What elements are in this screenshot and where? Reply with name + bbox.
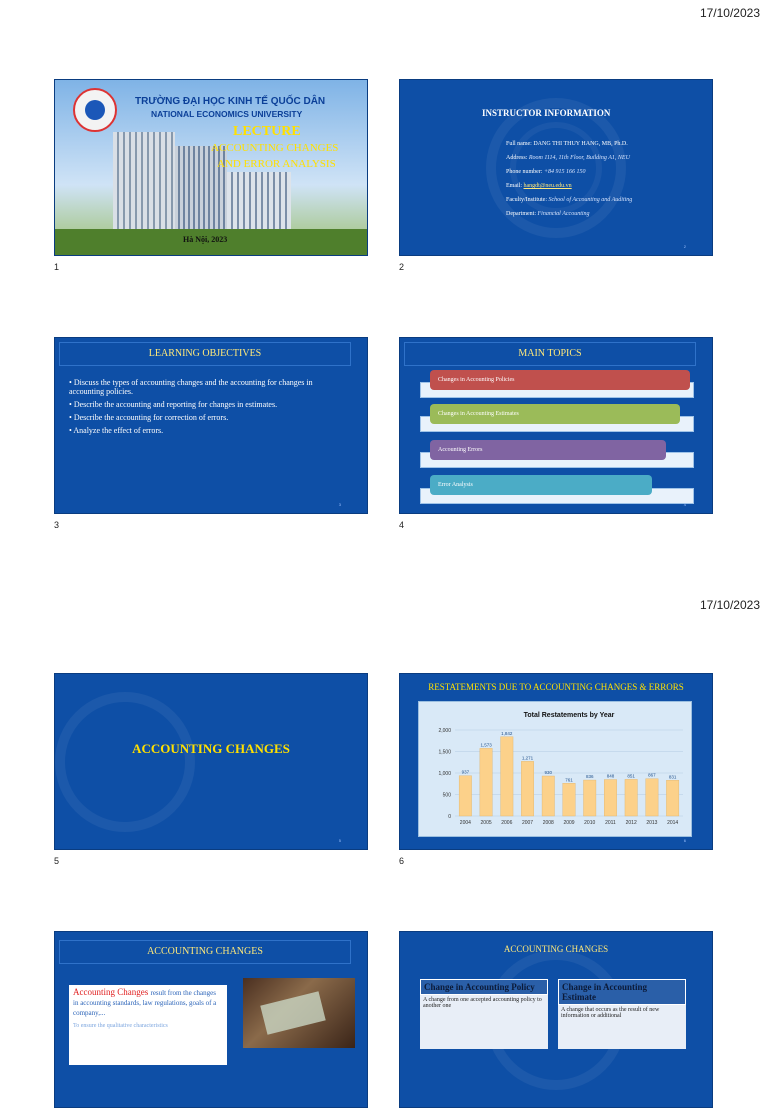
slide-number: 6 xyxy=(399,856,405,866)
bar-value-label: 836 xyxy=(585,774,594,780)
slide-1-title[interactable] xyxy=(54,79,368,256)
slide-page-number: 3 xyxy=(338,502,341,507)
card-subtext: To ensure the qualitative characteristics xyxy=(73,1023,168,1029)
bar-value-label: 937 xyxy=(461,769,470,775)
topic-bar[interactable]: Changes in Accounting Policies xyxy=(430,370,690,390)
x-tick-label: 2011 xyxy=(605,820,616,826)
slide-number: 3 xyxy=(54,520,60,530)
slide-heading: ACCOUNTING CHANGES xyxy=(132,741,290,756)
y-tick-label: 2,000 xyxy=(438,728,451,734)
chart-title: Total Restatements by Year xyxy=(523,712,615,719)
topic-bar[interactable]: Accounting Errors xyxy=(430,440,666,460)
slide-2-instructor[interactable] xyxy=(399,79,713,256)
x-tick-label: 2006 xyxy=(501,820,513,826)
address: Address: Room 1114, 11th Floor, Building A1, NEU xyxy=(506,155,630,161)
objectives-list xyxy=(63,378,349,439)
bar-value-label: 1,573 xyxy=(480,742,492,748)
slide-number: 2 xyxy=(399,262,405,272)
bar xyxy=(666,780,678,816)
slide-6-restatements[interactable] xyxy=(399,673,713,850)
slide-7-accounting-changes[interactable] xyxy=(54,931,368,1108)
watermark-seal-icon xyxy=(55,692,195,832)
chart-panel xyxy=(418,701,692,837)
list-item: • Describe the accounting for correction of errors. xyxy=(69,413,349,422)
bar xyxy=(604,780,616,816)
slide-8-accounting-changes[interactable] xyxy=(399,931,713,1108)
slide-page-number: 2 xyxy=(683,244,686,249)
x-tick-label: 2005 xyxy=(480,820,492,826)
university-name-en: NATIONAL ECONOMICS UNIVERSITY xyxy=(151,109,303,119)
column-text: A change that occurs as the result of new information or additional xyxy=(561,1007,660,1019)
department: Department: Financial Accounting xyxy=(506,211,590,217)
slide-heading: RESTATEMENTS DUE TO ACCOUNTING CHANGES & ERRORS xyxy=(428,682,684,692)
bar xyxy=(501,737,513,816)
column-title: Change in Accounting Estimate xyxy=(562,982,648,1002)
x-tick-label: 2007 xyxy=(521,820,534,826)
list-item: • Analyze the effect of errors. xyxy=(69,426,349,435)
faculty: Faculty/Institute: School of Accounting and Auditing xyxy=(506,197,633,203)
x-tick-label: 2014 xyxy=(667,820,679,826)
x-tick-label: 2012 xyxy=(625,820,637,826)
slide-heading: MAIN TOPICS xyxy=(404,342,696,366)
bar-value-label: 1,842 xyxy=(501,730,513,736)
policy-column xyxy=(420,979,548,1049)
bar-value-label: 848 xyxy=(606,773,615,779)
university-name-vn: TRƯỜNG ĐẠI HỌC KINH TẾ QUỐC DÂN xyxy=(135,96,326,107)
bar-value-label: 930 xyxy=(544,770,553,776)
slide-page-number: 6 xyxy=(683,838,686,843)
bar xyxy=(584,780,596,816)
bar xyxy=(542,776,554,816)
topic-bar[interactable]: Error Analysis xyxy=(430,475,652,495)
place-year: Hà Nội, 2023 xyxy=(183,235,228,244)
slide-page-number: 5 xyxy=(338,838,341,843)
page-date: 17/10/2023 xyxy=(699,598,760,612)
email-link[interactable]: hangdt@neu.edu.vn xyxy=(523,183,572,189)
column-title: Change in Accounting Policy xyxy=(424,982,535,992)
money-puzzle-image xyxy=(243,978,355,1048)
lecture-title-line2: AND ERROR ANALYSIS xyxy=(217,158,336,170)
x-tick-label: 2009 xyxy=(563,820,575,826)
bar-value-label: 831 xyxy=(668,774,677,780)
x-tick-label: 2010 xyxy=(584,820,596,826)
bar-value-label: 867 xyxy=(648,772,656,778)
y-tick-label: 500 xyxy=(442,792,451,799)
restatements-bar-chart xyxy=(419,702,691,836)
lecture-label: LECTURE xyxy=(233,124,301,139)
bar-value-label: 761 xyxy=(565,777,573,783)
bar xyxy=(563,783,575,816)
page-date: 17/10/2023 xyxy=(699,6,760,20)
building-image xyxy=(113,132,175,244)
phone: Phone number: +84 915 166 150 xyxy=(506,169,586,175)
list-item: • Discuss the types of accounting changes and the accounting for changes in accounting policies. xyxy=(69,378,349,396)
bar xyxy=(521,761,533,816)
slide-heading: LEARNING OBJECTIVES xyxy=(59,342,351,366)
x-tick-label: 2008 xyxy=(542,820,554,826)
bar-value-label: 851 xyxy=(627,773,635,779)
bar xyxy=(646,779,658,816)
x-tick-label: 2013 xyxy=(646,820,658,826)
email: Email: hangdt@neu.edu.vn xyxy=(506,183,572,189)
university-logo-icon xyxy=(73,88,117,132)
bar-value-label: 1,271 xyxy=(521,755,534,761)
slide-heading: ACCOUNTING CHANGES xyxy=(59,940,351,964)
list-item: • Describe the accounting and reporting for changes in estimates. xyxy=(69,400,349,409)
slide-4-main-topics[interactable] xyxy=(399,337,713,514)
card-title: Accounting Changes xyxy=(73,987,149,997)
lecture-title-line1: ACCOUNTING CHANGES xyxy=(211,142,339,154)
y-tick-label: 0 xyxy=(448,814,451,820)
card-text: result from the changes in accounting standards, law regulations, goals of a company,... xyxy=(73,989,217,1017)
slide-3-objectives[interactable] xyxy=(54,337,368,514)
topic-bar[interactable]: Changes in Accounting Estimates xyxy=(430,404,680,424)
slide-number: 1 xyxy=(54,262,60,272)
bar xyxy=(459,776,471,816)
slide-heading: INSTRUCTOR INFORMATION xyxy=(482,108,611,118)
definition-card xyxy=(69,985,227,1065)
y-tick-label: 1,000 xyxy=(438,771,451,777)
y-tick-label: 1,500 xyxy=(438,749,451,756)
full-name: Full name: DANG THI THUY HANG, MB, Ph.D. xyxy=(506,141,628,147)
slide-heading: ACCOUNTING CHANGES xyxy=(503,944,609,954)
slide-page-number: 4 xyxy=(683,502,686,507)
x-tick-label: 2004 xyxy=(459,820,471,826)
slide-number: 5 xyxy=(54,856,60,866)
column-text: A change from one accepted accounting policy to another one xyxy=(423,997,542,1009)
slide-5-section[interactable] xyxy=(54,673,368,850)
bar xyxy=(480,748,492,816)
estimate-column xyxy=(558,979,686,1049)
slide-number: 4 xyxy=(399,520,405,530)
bar xyxy=(625,779,637,816)
